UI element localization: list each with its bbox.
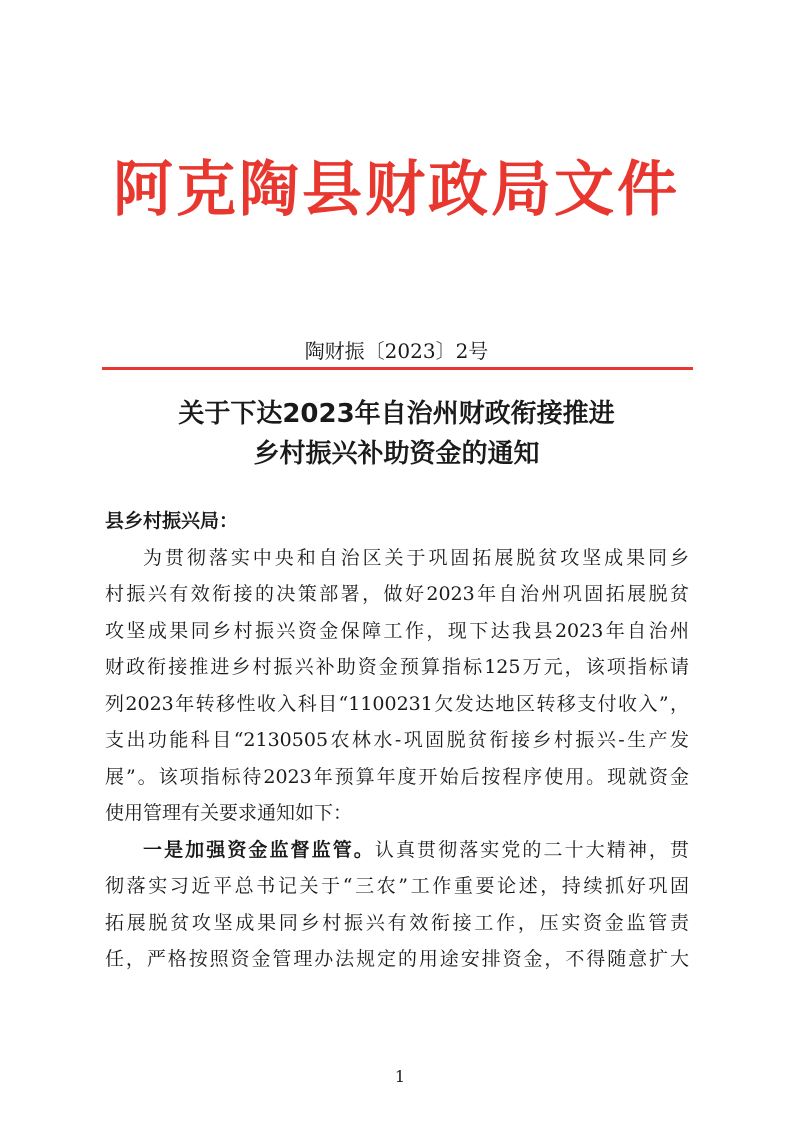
paragraph-2-first-line [105, 832, 689, 869]
page-number: 1 [394, 1067, 406, 1086]
red-separator-line [102, 367, 693, 370]
paragraph-2-line: 拓展脱贫攻坚成果同乡村振兴有效衔接工作，压实资金监管责 [105, 911, 689, 934]
paragraph-1-line: 攻坚成果同乡村振兴资金保障工作，现下达我县2023年自治州 [105, 619, 689, 642]
paragraph-1-line: 展”。该项指标待2023年预算年度开始后按程序使用。现就资金 [105, 765, 689, 788]
paragraph-2-first-line-text: 认真贯彻落实党的二十大精神，贯 [374, 838, 689, 861]
title-line-2: 乡村振兴补助资金的通知 [253, 439, 540, 469]
document-number: 陶财振〔2023〕2号 [304, 339, 489, 363]
masthead-title: 阿克陶县财政局文件 [113, 155, 680, 225]
paragraph-1-line: 使用管理有关要求通知如下： [105, 802, 353, 824]
paragraph-2-line: 彻落实习近平总书记关于“三农”工作重要论述，持续抓好巩固 [105, 875, 689, 897]
paragraph-1-line: 列2023年转移性收入科目“1100231欠发达地区转移支付收入”， [105, 692, 689, 715]
paragraph-2-heading: 一是加强资金监督监管。 [143, 838, 375, 861]
paragraph-1-line: 村振兴有效衔接的决策部署，做好2023年自治州巩固拓展脱贫 [105, 583, 689, 605]
paragraph-2-line: 任，严格按照资金管理办法规定的用途安排资金，不得随意扩大 [105, 948, 689, 970]
paragraph-1-line: 为贯彻落实中央和自治区关于巩固拓展脱贫攻坚成果同乡 [143, 546, 689, 569]
paragraph-1-line: 财政衔接推进乡村振兴补助资金预算指标125万元，该项指标请 [105, 656, 689, 678]
document-title [90, 394, 703, 474]
title-line-1: 关于下达2023年自治州财政衔接推进 [178, 399, 615, 429]
document-body [105, 503, 689, 978]
salutation: 县乡村振兴局： [105, 510, 239, 532]
paragraph-1-line: 支出功能科目“2130505农林水-巩固脱贫衔接乡村振兴-生产发 [105, 729, 689, 751]
